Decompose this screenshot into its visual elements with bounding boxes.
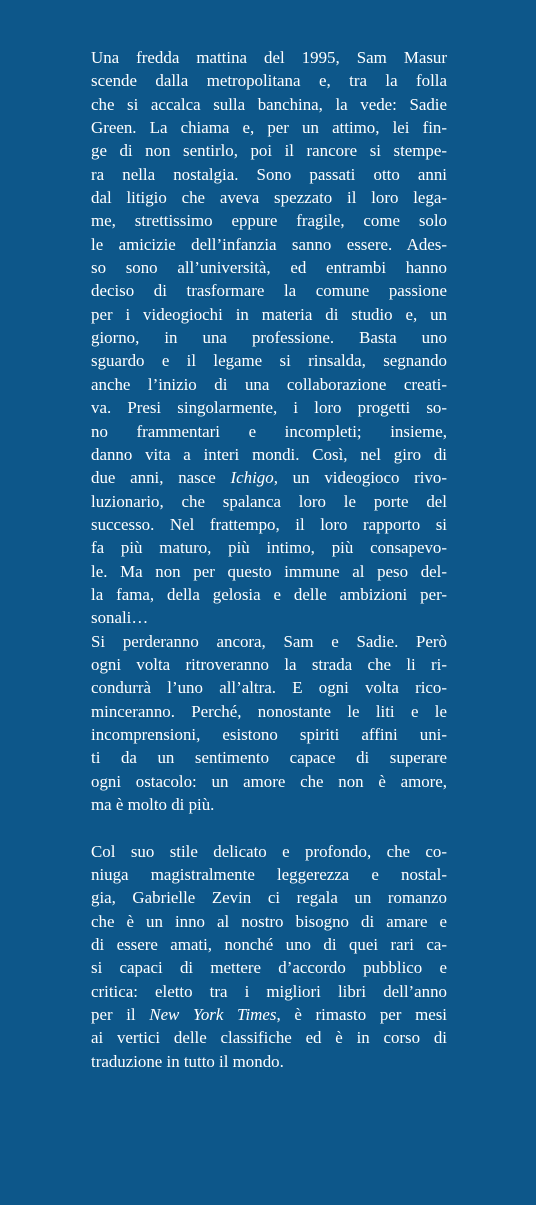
paragraph-conclusion — [91, 630, 447, 817]
text-line: condurrà l’uno all’altra. E ogni volta rico- — [91, 678, 447, 698]
text-line: Si perderanno ancora, Sam e Sadie. Però — [91, 631, 447, 651]
text-line: luzionario, che spalanca loro le porte del — [91, 491, 447, 511]
italic-title: Ichigo — [230, 468, 274, 488]
text-line: gia, Gabrielle Zevin ci regala un romanzo — [91, 888, 447, 908]
text-line: successo. Nel frattempo, il loro rapporto si — [91, 514, 447, 534]
text-line: minceranno. Perché, nonostante le liti e le — [91, 701, 447, 721]
text-line: ti da un sentimento capace di superare — [91, 748, 447, 768]
text-line: anche l’inizio di una collaborazione creati- — [91, 374, 447, 394]
text-line: ge di non sentirlo, poi il rancore si stempe- — [91, 141, 447, 161]
text-line: ogni ostacolo: un amore che non è amore, — [91, 771, 447, 791]
text-line: so sono all’università, ed entrambi hanno — [91, 258, 447, 278]
text-line: le amicizie dell’infanzia sanno essere. Ades- — [91, 234, 447, 254]
text-line: scende dalla metropolitana e, tra la folla — [91, 71, 447, 91]
text-line: la fama, della gelosia e delle ambizioni per- — [91, 584, 447, 604]
text-segment: , un videogioco rivo- — [273, 468, 448, 488]
text-line: ai vertici delle classifiche ed è in corso di — [91, 1028, 447, 1048]
text-line: traduzione in tutto il mondo. — [91, 1051, 284, 1071]
text-line: me, strettissimo eppure fragile, come solo — [91, 211, 447, 231]
text-line: sonali… — [91, 608, 149, 628]
text-line: Col suo stile delicato e profondo, che co- — [91, 841, 447, 861]
text-line: le. Ma non per questo immune al peso del- — [91, 561, 447, 581]
text-line: che si accalca sulla banchina, la vede: Sadie — [91, 94, 447, 114]
text-line: ogni volta ritroveranno la strada che li ri- — [91, 654, 447, 674]
book-blurb — [91, 46, 447, 1073]
text-line: di essere amati, nonché uno di quei rari ca- — [91, 935, 447, 955]
paragraph-gap — [91, 816, 447, 839]
text-line: dal litigio che aveva spezzato il loro lega- — [91, 188, 447, 208]
text-segment: , è rimasto per mesi — [276, 1005, 447, 1025]
paragraph-synopsis — [91, 46, 447, 630]
text-line: sguardo e il legame si rinsalda, segnando — [91, 351, 447, 371]
text-segment: per il — [91, 1005, 150, 1025]
text-line: danno vita a interi mondi. Così, nel giro di — [91, 444, 447, 464]
text-segment: due anni, nasce — [91, 468, 231, 488]
italic-title: New York Times — [149, 1005, 277, 1025]
text-line: che è un inno al nostro bisogno di amare e — [91, 911, 447, 931]
text-line: incomprensioni, esistono spiriti affini uni- — [91, 724, 447, 744]
text-line: critica: eletto tra i migliori libri dell’anno — [91, 981, 447, 1001]
text-line: ra nella nostalgia. Sono passati otto anni — [91, 164, 447, 184]
text-line: fa più maturo, più intimo, più consapevo- — [91, 538, 447, 558]
text-line: si capaci di mettere d’accordo pubblico e — [91, 958, 447, 978]
text-line: ma è molto di più. — [91, 795, 215, 814]
text-line: va. Presi singolarmente, i loro progetti so- — [91, 398, 447, 418]
text-line: deciso di trasformare la comune passione — [91, 281, 447, 301]
text-line — [91, 1003, 447, 1026]
text-line: niuga magistralmente leggerezza e nostal- — [91, 865, 447, 885]
text-line: Green. La chiama e, per un attimo, lei fin- — [91, 118, 447, 138]
text-line — [91, 466, 447, 489]
text-line: giorno, in una professione. Basta uno — [91, 328, 447, 348]
text-line: per i videogiochi in materia di studio e, un — [91, 304, 447, 324]
text-line: no frammentari e incompleti; insieme, — [91, 421, 447, 441]
paragraph-review — [91, 840, 447, 1073]
text-line: Una fredda mattina del 1995, Sam Masur — [91, 48, 447, 67]
